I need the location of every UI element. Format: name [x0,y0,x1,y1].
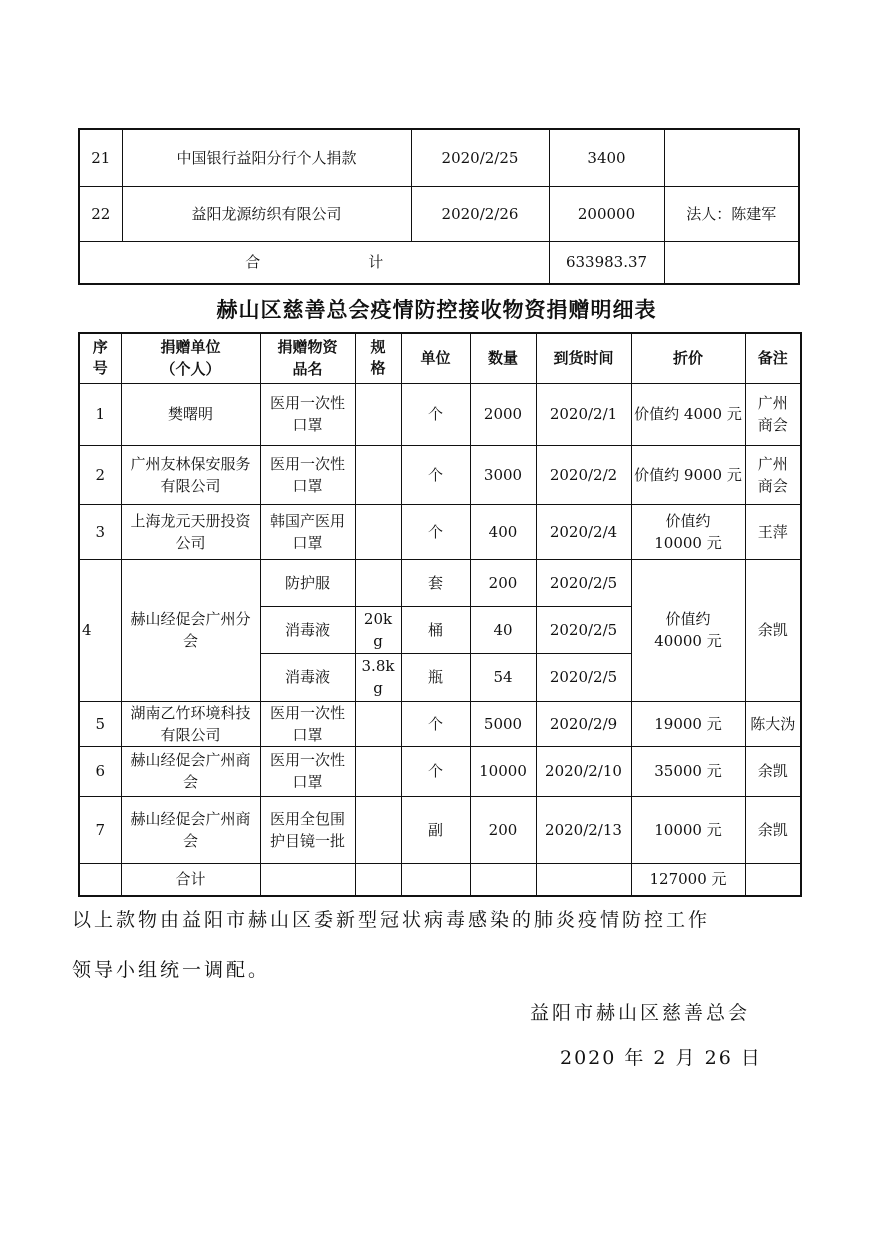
header-value: 折价 [631,333,745,383]
item-spec [355,746,401,796]
item-unit: 个 [401,746,470,796]
total-row [79,863,801,896]
row-number: 7 [79,796,121,863]
item-value: 19000 元 [631,701,745,746]
item-unit: 个 [401,445,470,504]
donor-name: 中国银行益阳分行个人捐款 [122,129,411,186]
item-note: 陈大沩 [745,701,801,746]
table-row [79,796,801,863]
arrival-date: 2020/2/4 [536,504,631,559]
total-blank [745,863,801,896]
cash-donation-table [78,128,800,285]
total-amount: 633983.37 [549,241,664,284]
item-name: 防护服 [260,559,355,606]
item-spec [355,445,401,504]
arrival-date: 2020/2/5 [536,606,631,653]
donor-name: 益阳龙源纺织有限公司 [122,186,411,241]
item-unit: 个 [401,701,470,746]
donation-amount: 200000 [549,186,664,241]
item-unit: 个 [401,504,470,559]
header-spec: 规格 [355,333,401,383]
donation-amount: 3400 [549,129,664,186]
total-label-right: 计 [368,253,384,272]
donor-name: 上海龙元天册投资公司 [121,504,260,559]
table-row [79,129,799,186]
item-value: 35000 元 [631,746,745,796]
item-note: 余凯 [745,796,801,863]
header-row [79,333,801,383]
item-name: 医用一次性口罩 [260,746,355,796]
donor-name: 赫山经促会广州商会 [121,796,260,863]
item-name: 医用全包围护目镜一批 [260,796,355,863]
total-note [664,241,799,284]
row-number: 2 [79,445,121,504]
total-value: 127000 元 [631,863,745,896]
item-name: 医用一次性口罩 [260,445,355,504]
item-note: 王萍 [745,504,801,559]
header-item: 捐赠物资 品名 [260,333,355,383]
arrival-date: 2020/2/1 [536,383,631,445]
item-qty: 3000 [470,445,536,504]
total-blank [355,863,401,896]
item-qty: 10000 [470,746,536,796]
item-value: 价值约 40000 元 [631,559,745,701]
row-number: 5 [79,701,121,746]
header-no: 序号 [79,333,121,383]
arrival-date: 2020/2/2 [536,445,631,504]
arrival-date: 2020/2/9 [536,701,631,746]
total-label [79,241,549,284]
row-number: 3 [79,504,121,559]
item-spec [355,504,401,559]
item-qty: 40 [470,606,536,653]
item-spec: 3.8kg [355,653,401,701]
item-qty: 400 [470,504,536,559]
item-unit: 副 [401,796,470,863]
footer-paragraph-line2: 领导小组统一调配。 [72,959,271,981]
row-number: 6 [79,746,121,796]
item-value: 价值约 9000 元 [631,445,745,504]
item-qty: 54 [470,653,536,701]
table-row [79,701,801,746]
item-unit: 套 [401,559,470,606]
total-blank [536,863,631,896]
total-blank [79,863,121,896]
item-spec [355,701,401,746]
item-note: 余凯 [745,559,801,701]
total-label-left: 合 [245,253,261,272]
total-blank [260,863,355,896]
table-row [79,559,801,606]
item-note: 广州商会 [745,383,801,445]
item-spec: 20kg [355,606,401,653]
supplies-donation-table [78,332,802,897]
page-title: 赫山区慈善总会疫情防控接收物资捐赠明细表 [216,298,657,322]
signature-date: 2020 年 2 月 26 日 [560,1047,762,1069]
item-spec [355,796,401,863]
item-name: 医用一次性口罩 [260,701,355,746]
row-number: 22 [79,186,122,241]
item-name: 消毒液 [260,606,355,653]
donation-note [664,129,799,186]
donor-name: 湖南乙竹环境科技有限公司 [121,701,260,746]
row-number: 4 [79,559,121,701]
total-row [79,241,799,284]
table-row [79,186,799,241]
item-unit: 桶 [401,606,470,653]
total-label: 合计 [121,863,260,896]
item-name: 韩国产医用口罩 [260,504,355,559]
header-date: 到货时间 [536,333,631,383]
item-value: 价值约 10000 元 [631,504,745,559]
header-note: 备注 [745,333,801,383]
signature: 益阳市赫山区慈善总会 [530,1002,751,1024]
item-note: 余凯 [745,746,801,796]
table-row [79,746,801,796]
total-blank [401,863,470,896]
item-qty: 5000 [470,701,536,746]
item-qty: 200 [470,796,536,863]
item-note: 广州商会 [745,445,801,504]
total-blank [470,863,536,896]
donor-name: 赫山经促会广州商会 [121,746,260,796]
arrival-date: 2020/2/13 [536,796,631,863]
item-name: 医用一次性口罩 [260,383,355,445]
row-number: 1 [79,383,121,445]
item-spec [355,559,401,606]
arrival-date: 2020/2/5 [536,559,631,606]
item-spec [355,383,401,445]
header-unit: 单位 [401,333,470,383]
item-value: 10000 元 [631,796,745,863]
donor-name: 樊曙明 [121,383,260,445]
donation-date: 2020/2/26 [411,186,549,241]
donation-note: 法人：陈建军 [664,186,799,241]
donor-name: 赫山经促会广州分会 [121,559,260,701]
arrival-date: 2020/2/10 [536,746,631,796]
header-donor: 捐赠单位 （个人） [121,333,260,383]
arrival-date: 2020/2/5 [536,653,631,701]
header-qty: 数量 [470,333,536,383]
item-qty: 2000 [470,383,536,445]
table-row [79,445,801,504]
item-value: 价值约 4000 元 [631,383,745,445]
table-row [79,383,801,445]
table-row [79,504,801,559]
footer-paragraph-line1: 以上款物由益阳市赫山区委新型冠状病毒感染的肺炎疫情防控工作 [72,909,711,931]
item-qty: 200 [470,559,536,606]
item-name: 消毒液 [260,653,355,701]
item-unit: 个 [401,383,470,445]
donation-date: 2020/2/25 [411,129,549,186]
donor-name: 广州友林保安服务有限公司 [121,445,260,504]
row-number: 21 [79,129,122,186]
item-unit: 瓶 [401,653,470,701]
